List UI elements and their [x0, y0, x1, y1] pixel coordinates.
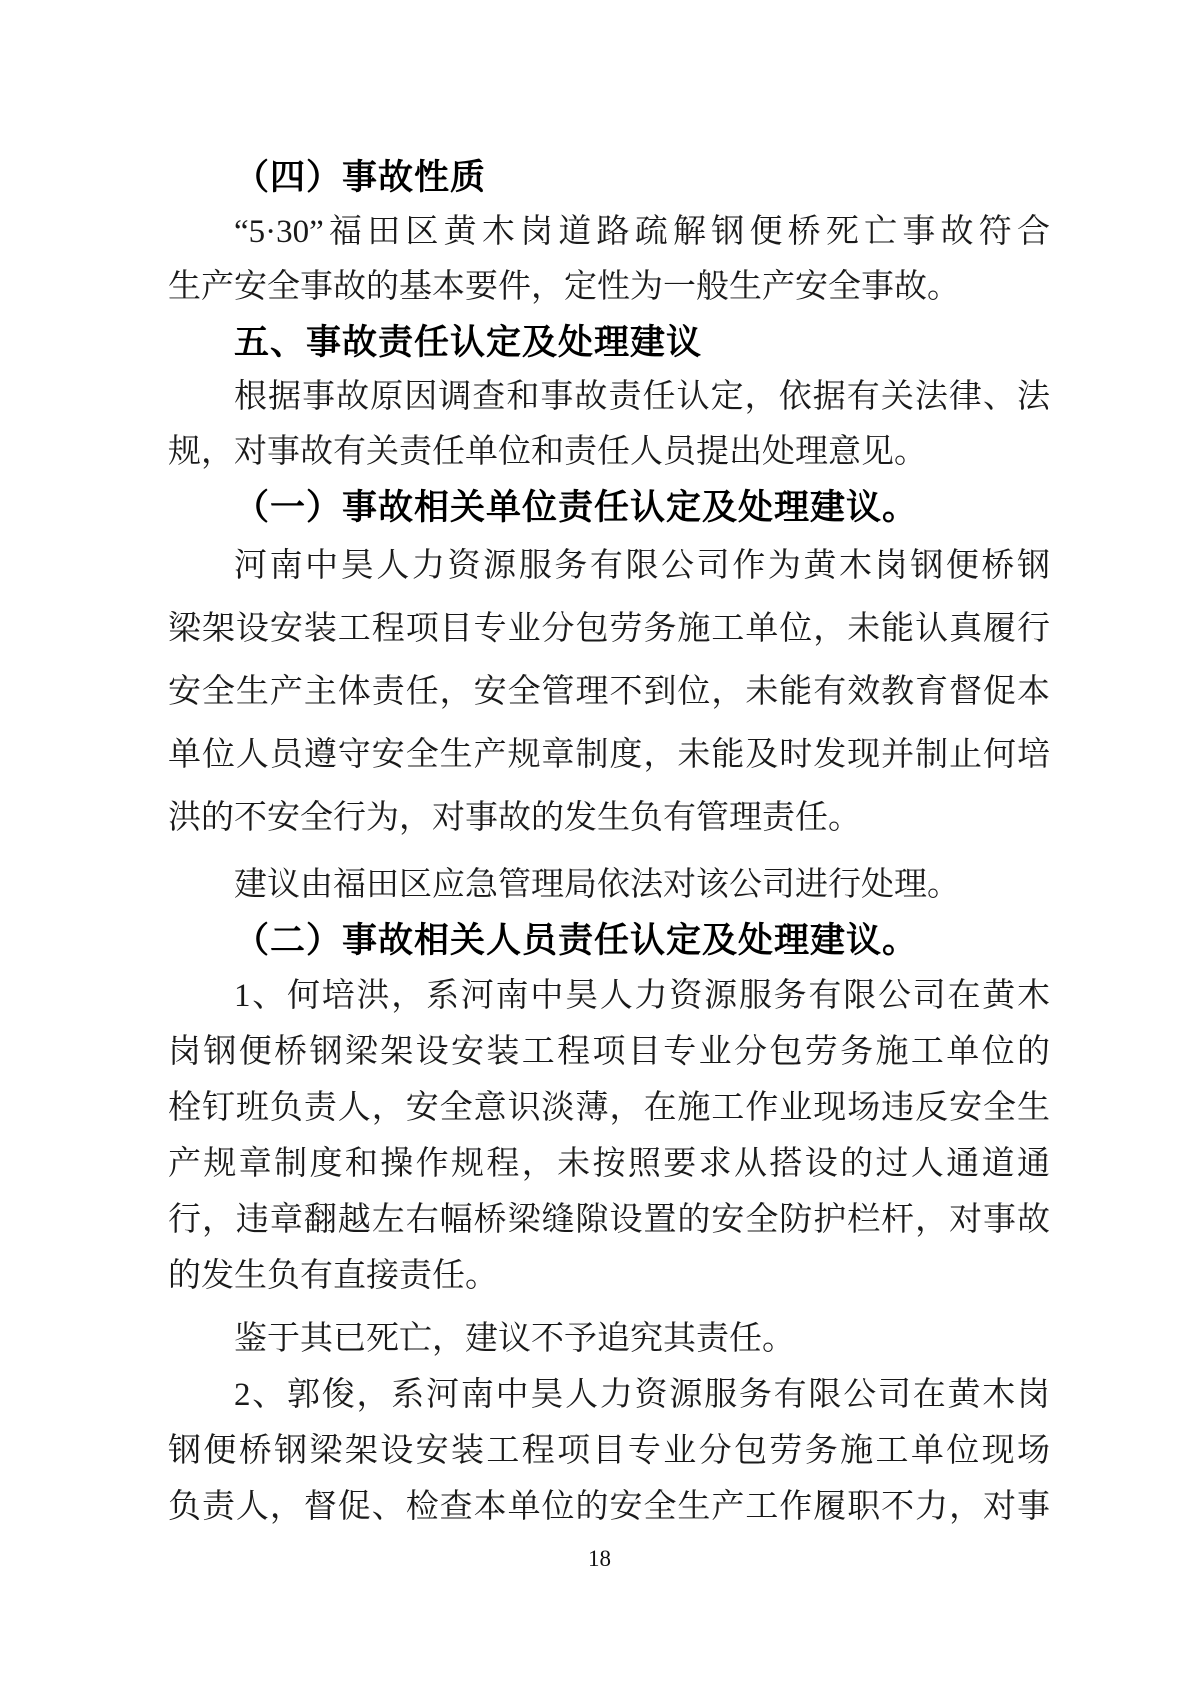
paragraph-person-1-he-peihong — [168, 968, 1050, 1304]
document-body — [168, 150, 1050, 1535]
paragraph-basis-of-handling — [168, 370, 1050, 480]
text-line: 河南中昊人力资源服务有限公司作为黄木岗钢便桥钢 — [234, 548, 1050, 584]
text-line: 生产安全事故的基本要件，定性为一般生产安全事故。 — [168, 269, 960, 305]
text-line: 2、郭俊，系河南中昊人力资源服务有限公司在黄木岗 — [234, 1377, 1050, 1413]
text-line: 鉴于其已死亡，建议不予追究其责任。 — [234, 1321, 795, 1357]
text-line: 钢便桥钢梁架设安装工程项目专业分包劳务施工单位现场 — [168, 1433, 1050, 1469]
heading-section-4-nature-of-accident — [168, 150, 1050, 205]
text-line: 梁架设安装工程项目专业分包劳务施工单位，未能认真履行 — [168, 611, 1050, 647]
paragraph-person-2-guo-jun — [168, 1367, 1050, 1535]
text-line: 产规章制度和操作规程，未按照要求从搭设的过人通道通 — [168, 1146, 1050, 1182]
heading-line: 五、事故责任认定及处理建议 — [234, 323, 703, 362]
heading-subsection-1-responsible-units — [168, 480, 1050, 535]
paragraph-henan-zhonghao-company-responsibility — [168, 535, 1050, 850]
text-line: 安全生产主体责任，安全管理不到位，未能有效教育督促本 — [168, 674, 1050, 710]
text-line: 洪的不安全行为，对事故的发生负有管理责任。 — [168, 800, 861, 836]
text-line: 的发生负有直接责任。 — [168, 1258, 498, 1294]
heading-line: （一）事故相关单位责任认定及处理建议。 — [234, 488, 919, 527]
page-number: 18 — [588, 1546, 611, 1571]
paragraph-person-1-no-pursuit — [168, 1312, 1050, 1367]
paragraph-suggestion-emergency-bureau — [168, 858, 1050, 913]
text-line: 建议由福田区应急管理局依法对该公司进行处理。 — [234, 867, 960, 903]
text-line: 行，违章翻越左右幅桥梁缝隙设置的安全防护栏杆，对事故 — [168, 1202, 1050, 1238]
text-line: 1、何培洪，系河南中昊人力资源服务有限公司在黄木 — [234, 978, 1050, 1014]
text-line: 根据事故原因调查和事故责任认定，依据有关法律、法 — [234, 379, 1050, 415]
text-line: 负责人，督促、检查本单位的安全生产工作履职不力，对事 — [168, 1489, 1050, 1525]
text-line: 栓钉班负责人，安全意识淡薄，在施工作业现场违反安全生 — [168, 1090, 1050, 1126]
text-line: 岗钢便桥钢梁架设安装工程项目专业分包劳务施工单位的 — [168, 1034, 1050, 1070]
heading-line: （二）事故相关人员责任认定及处理建议。 — [234, 921, 919, 960]
text-line: “5·30”福田区黄木岗道路疏解钢便桥死亡事故符合 — [234, 214, 1050, 250]
heading-subsection-2-responsible-persons — [168, 913, 1050, 968]
paragraph-accident-nature — [168, 205, 1050, 315]
text-line: 规，对事故有关责任单位和责任人员提出处理意见。 — [168, 434, 927, 470]
heading-line: （四）事故性质 — [234, 158, 487, 197]
heading-section-5-responsibility-and-handling — [168, 315, 1050, 370]
text-line: 单位人员遵守安全生产规章制度，未能及时发现并制止何培 — [168, 737, 1050, 773]
